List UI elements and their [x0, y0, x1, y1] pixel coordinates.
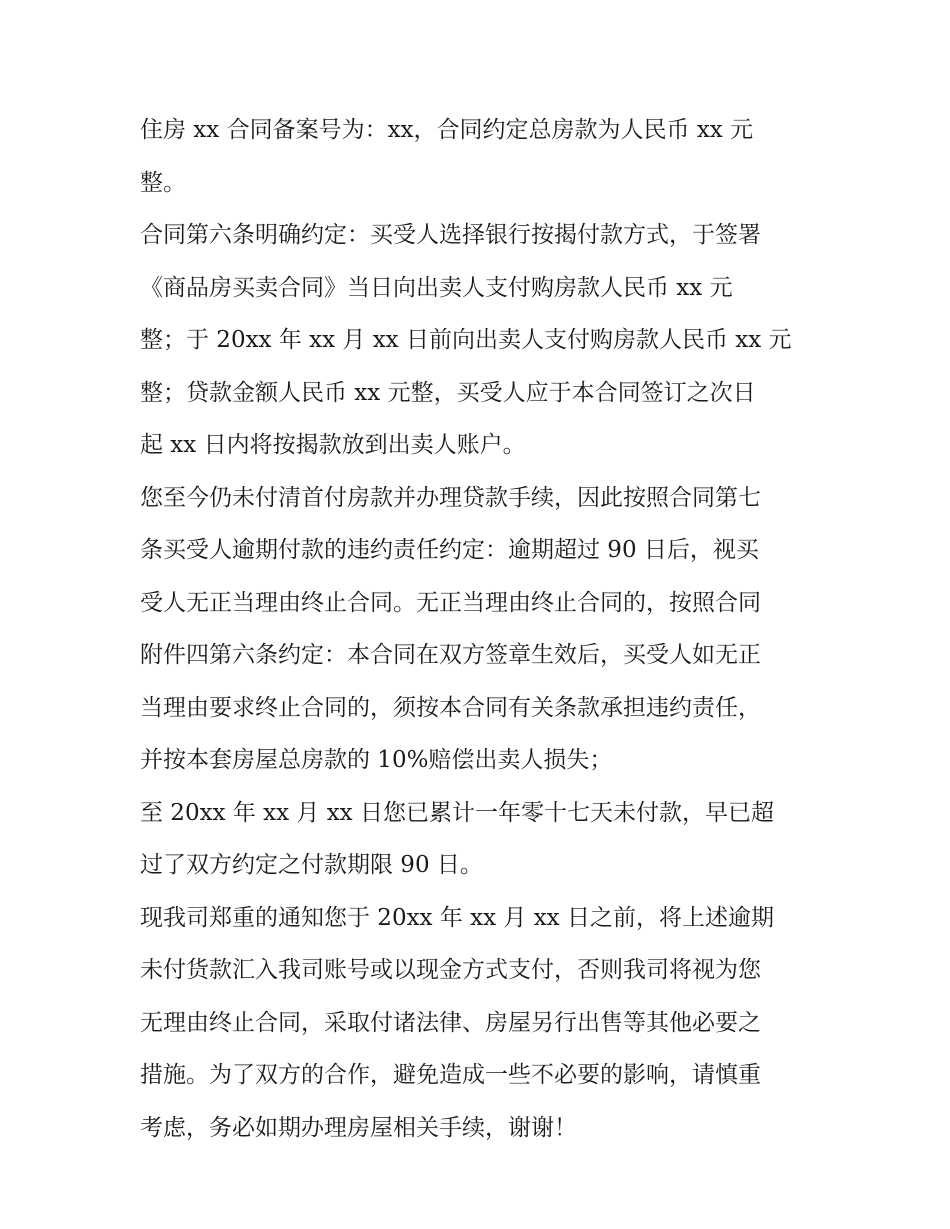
text-line: 附件四第六条约定：本合同在双方签章生效后，买受人如无正: [140, 642, 761, 668]
text-line: 并按本套房屋总房款的 10%赔偿出卖人损失；: [140, 747, 613, 773]
text-line: 整。: [140, 169, 186, 196]
text-line: 受人无正当理由终止合同。无正当理由终止合同的，按照合同: [140, 589, 761, 616]
text-line: 整；于 20xx 年 xx 月 xx 日前向出卖人支付购房款人民币 xx 元: [140, 327, 792, 353]
text-line: 起 xx 日内将按揭款放到出卖人账户。: [140, 432, 526, 458]
text-line: 过了双方约定之付款期限 90 日。: [140, 852, 483, 878]
text-line: 您至今仍未付清首付房款并办理贷款手续，因此按照合同第七: [140, 484, 761, 511]
document-body: [140, 104, 820, 1154]
text-line: 条买受人逾期付款的违约责任约定：逾期超过 90 日后，视买: [140, 537, 759, 563]
text-line: 当理由要求终止合同的，须按本合同有关条款承担违约责任，: [140, 694, 761, 721]
text-line: 无理由终止合同，采取付诸法律、房屋另行出售等其他必要之: [140, 1009, 761, 1036]
text-line: 考虑，务必如期办理房屋相关手续，谢谢！: [140, 1114, 577, 1141]
text-line: 至 20xx 年 xx 月 xx 日您已累计一年零十七天未付款，早已超: [140, 799, 774, 826]
text-line: 未付货款汇入我司账号或以现金方式支付，否则我司将视为您: [140, 957, 761, 983]
text-line: 现我司郑重的通知您于 20xx 年 xx 月 xx 日之前，将上述逾期: [140, 904, 774, 931]
text-line: 措施。为了双方的合作，避免造成一些不必要的影响，请慎重: [140, 1062, 761, 1088]
text-line: 《商品房买卖合同》当日向出卖人支付购房款人民币 xx 元: [140, 274, 733, 301]
text-line: 整；贷款金额人民币 xx 元整，买受人应于本合同签订之次日: [140, 379, 756, 406]
text-line: 合同第六条明确约定：买受人选择银行按揭付款方式，于签署: [140, 222, 761, 248]
text-line: 住房 xx 合同备案号为：xx，合同约定总房款为人民币 xx 元: [140, 117, 754, 143]
